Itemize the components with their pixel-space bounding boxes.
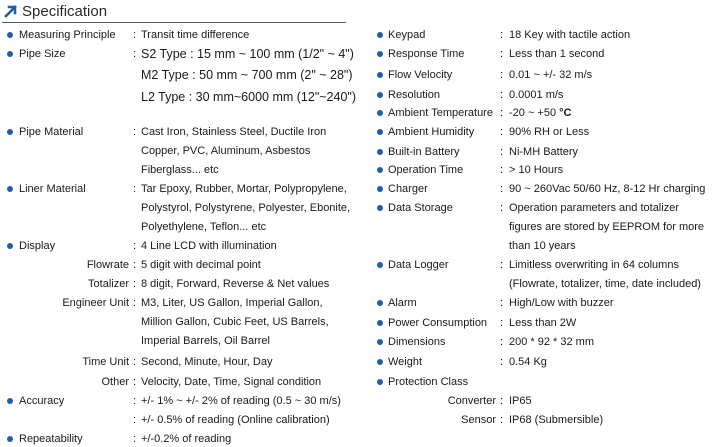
bullet-icon bbox=[7, 32, 13, 38]
sub-label: Other bbox=[101, 376, 129, 388]
spec-label: Charger bbox=[388, 183, 428, 195]
spec-label: Ambient Humidity bbox=[388, 126, 475, 138]
spec-label: Data Storage bbox=[388, 202, 453, 214]
spec-colon: : bbox=[133, 376, 137, 388]
spec-value: 90 ~ 260Vac 50/60 Hz, 8-12 Hr charging bbox=[509, 183, 706, 195]
spec-colon: : bbox=[500, 317, 504, 329]
spec-colon: : bbox=[500, 183, 504, 195]
spec-colon: : bbox=[500, 297, 504, 309]
spec-value: M2 Type : 50 mm ~ 700 mm (2" ~ 28") bbox=[141, 68, 353, 82]
arrow-up-right-icon bbox=[4, 4, 18, 18]
bullet-icon bbox=[377, 205, 383, 211]
spec-value: Less than 2W bbox=[509, 317, 577, 329]
spec-value: 4 Line LCD with illumination bbox=[141, 240, 277, 252]
spec-value: figures are stored by EEPROM for more bbox=[509, 221, 705, 233]
spec-value: +/- 0.5% of reading (Online calibration) bbox=[141, 414, 330, 426]
spec-colon: : bbox=[133, 48, 137, 60]
spec-label: Liner Material bbox=[19, 183, 86, 195]
sub-value: Million Gallon, Cubic Feet, US Barrels, bbox=[141, 316, 329, 328]
spec-label: Weight bbox=[388, 356, 423, 368]
sub-value: Imperial Barrels, Oil Barrel bbox=[141, 335, 270, 347]
spec-label: Power Consumption bbox=[388, 317, 488, 329]
spec-value: 0.0001 m/s bbox=[509, 89, 564, 101]
spec-label: Measuring Principle bbox=[19, 29, 116, 41]
spec-colon: : bbox=[133, 183, 137, 195]
spec-value: -20 ~ +50 °C bbox=[509, 107, 572, 119]
spec-value: Tar Epoxy, Rubber, Mortar, Polypropylene, bbox=[141, 183, 347, 195]
bullet-icon bbox=[377, 300, 383, 306]
sub-value: Second, Minute, Hour, Day bbox=[141, 356, 273, 368]
spec-colon: : bbox=[500, 259, 504, 271]
spec-label: Keypad bbox=[388, 29, 426, 41]
spec-label: Operation Time bbox=[388, 164, 464, 176]
spec-colon: : bbox=[500, 107, 504, 119]
spec-value: 0.01 ~ +/- 32 m/s bbox=[509, 69, 593, 81]
spec-colon: : bbox=[500, 414, 504, 426]
spec-value: Polyethylene, Teflon... etc bbox=[141, 221, 267, 233]
section-title: Specification bbox=[22, 3, 108, 20]
spec-colon: : bbox=[500, 89, 504, 101]
spec-value: Less than 1 second bbox=[509, 48, 605, 60]
sub-value: IP65 bbox=[509, 395, 532, 407]
spec-value: > 10 Hours bbox=[509, 164, 564, 176]
spec-colon: : bbox=[133, 240, 137, 252]
spec-colon: : bbox=[133, 297, 137, 309]
bullet-icon bbox=[377, 320, 383, 326]
spec-value: Cast Iron, Stainless Steel, Ductile Iron bbox=[141, 126, 327, 138]
bullet-icon bbox=[377, 110, 383, 116]
bullet-icon bbox=[377, 186, 383, 192]
spec-value: 200 * 92 * 32 mm bbox=[509, 336, 594, 348]
bullet-icon bbox=[377, 92, 383, 98]
spec-label: Alarm bbox=[388, 297, 417, 309]
sub-value: M3, Liter, US Gallon, Imperial Gallon, bbox=[141, 297, 323, 309]
spec-colon: : bbox=[500, 48, 504, 60]
spec-value: S2 Type : 15 mm ~ 100 mm (1/2" ~ 4") bbox=[141, 47, 354, 61]
spec-colon: : bbox=[500, 202, 504, 214]
sub-label: Converter bbox=[447, 395, 496, 407]
spec-label: Dimensions bbox=[388, 336, 446, 348]
spec-colon: : bbox=[133, 414, 137, 426]
spec-colon: : bbox=[500, 29, 504, 41]
sub-value: 5 digit with decimal point bbox=[141, 259, 261, 271]
section-header bbox=[0, 0, 712, 26]
bullet-icon bbox=[377, 51, 383, 57]
spec-value: Polystyrol, Polystyrene, Polyester, Ebonite, bbox=[141, 202, 351, 214]
spec-label: Repeatability bbox=[19, 433, 83, 445]
spec-colon: : bbox=[133, 126, 137, 138]
spec-colon: : bbox=[500, 336, 504, 348]
sub-label: Time Unit bbox=[82, 356, 129, 368]
spec-label: Display bbox=[19, 240, 56, 252]
spec-value: than 10 years bbox=[509, 240, 576, 252]
spec-value: Limitless overwriting in 64 columns bbox=[509, 259, 679, 271]
spec-label: Flow Velocity bbox=[388, 69, 453, 81]
spec-label: Data Logger bbox=[388, 259, 449, 271]
bullet-icon bbox=[377, 262, 383, 268]
bullet-icon bbox=[377, 129, 383, 135]
sub-value: Velocity, Date, Time, Signal condition bbox=[141, 376, 322, 388]
bullet-icon bbox=[7, 436, 13, 442]
bullet-icon bbox=[377, 149, 383, 155]
spec-value: Copper, PVC, Aluminum, Asbestos bbox=[141, 145, 311, 157]
bullet-icon bbox=[7, 186, 13, 192]
spec-label: Accuracy bbox=[19, 395, 65, 407]
spec-value: Ni-MH Battery bbox=[509, 146, 579, 158]
spec-colon: : bbox=[133, 259, 137, 271]
spec-colon: : bbox=[500, 146, 504, 158]
sub-label: Sensor bbox=[461, 414, 496, 426]
bullet-icon bbox=[7, 129, 13, 135]
bullet-icon bbox=[7, 398, 13, 404]
spec-colon: : bbox=[500, 164, 504, 176]
spec-value: 18 Key with tactile action bbox=[509, 29, 631, 41]
spec-colon: : bbox=[133, 29, 137, 41]
bullet-icon bbox=[377, 32, 383, 38]
spec-colon: : bbox=[133, 433, 137, 445]
spec-colon: : bbox=[133, 395, 137, 407]
bullet-icon bbox=[377, 339, 383, 345]
spec-value: High/Low with buzzer bbox=[509, 297, 614, 309]
spec-colon: : bbox=[133, 356, 137, 368]
spec-value: (Flowrate, totalizer, time, date included) bbox=[509, 278, 701, 290]
bullet-icon bbox=[377, 167, 383, 173]
header-divider bbox=[2, 22, 346, 23]
spec-label: Ambient Temperature bbox=[388, 107, 493, 119]
spec-colon: : bbox=[500, 356, 504, 368]
sub-value: IP68 (Submersible) bbox=[509, 414, 604, 426]
sub-label: Totalizer bbox=[88, 278, 129, 290]
bullet-icon bbox=[7, 51, 13, 57]
spec-label: Response Time bbox=[388, 48, 465, 60]
sub-label: Flowrate bbox=[86, 259, 129, 271]
spec-colon: : bbox=[500, 69, 504, 81]
spec-label: Pipe Size bbox=[19, 48, 66, 60]
sub-value: 8 digit, Forward, Reverse & Net values bbox=[141, 278, 330, 290]
spec-label: Built-in Battery bbox=[388, 146, 460, 158]
spec-colon: : bbox=[133, 278, 137, 290]
bullet-icon bbox=[377, 379, 383, 385]
spec-label: Resolution bbox=[388, 89, 440, 101]
spec-value: +/-0.2% of reading bbox=[141, 433, 232, 445]
spec-value: +/- 1% ~ +/- 2% of reading (0.5 ~ 30 m/s) bbox=[141, 395, 341, 407]
sub-label: Engineer Unit bbox=[62, 297, 129, 309]
spec-label: Pipe Material bbox=[19, 126, 84, 138]
unit: °C bbox=[559, 107, 572, 119]
bullet-icon bbox=[377, 359, 383, 365]
spec-label: Protection Class bbox=[388, 376, 469, 388]
bullet-icon bbox=[7, 243, 13, 249]
spec-value: Transit time difference bbox=[141, 29, 250, 41]
spec-value: 0.54 Kg bbox=[509, 356, 547, 368]
bullet-icon bbox=[377, 72, 383, 78]
spec-value: L2 Type : 30 mm~6000 mm (12"~240") bbox=[141, 90, 357, 104]
spec-value: Fiberglass... etc bbox=[141, 164, 219, 176]
spec-value: 90% RH or Less bbox=[509, 126, 590, 138]
spec-value: Operation parameters and totalizer bbox=[509, 202, 679, 214]
spec-colon: : bbox=[500, 126, 504, 138]
spec-colon: : bbox=[500, 395, 504, 407]
